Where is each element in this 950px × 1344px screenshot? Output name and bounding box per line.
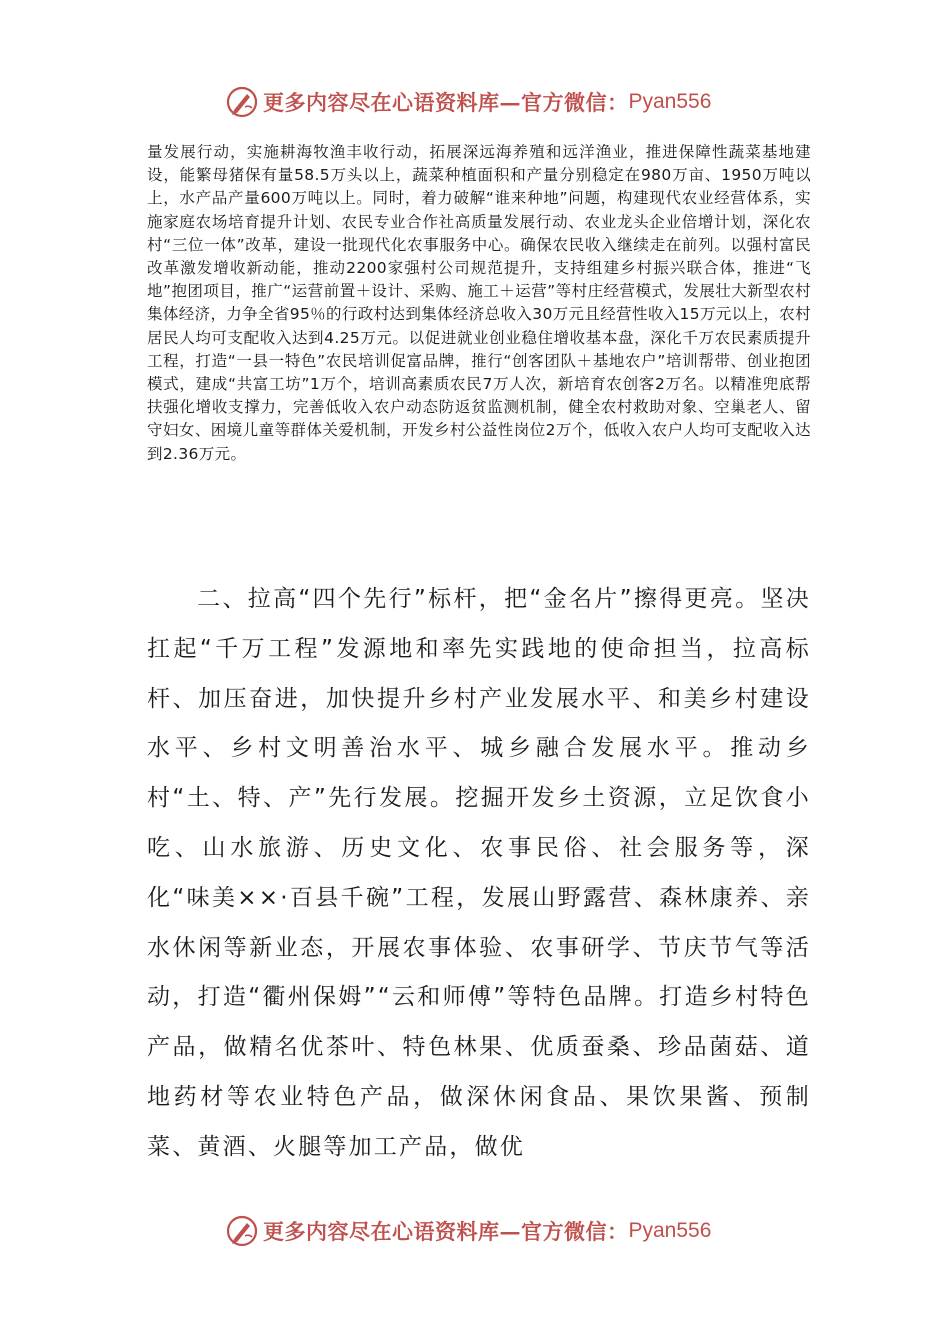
body-paragraph-large-text: 二、拉高“四个先行”标杆，把“金名片”擦得更亮。坚决扛起“千万工程”发源地和率先实践地的使命担当，拉高标杆、加压奋进，加快提升乡村产业发展水平、和美乡村建设水平、乡村文明善治水平、城乡融合发展水平。推动乡村“土、特、产”先行发展。挖掘开发乡土资源，立足饮食小吃、山水旅游、历史文化、农事民俗、社会服务等，深化“味美××·百县千碗”工程，发展山野露营、森林康养、亲水休闲等新业态，开展农事体验、农事研学、节庆节气等活动，打造“衢州保姆”“云和师傅”等特色品牌。打造乡村特色产品，做精名优茶叶、特色林果、优质蚕桑、珍品菌菇、道地药材等农业特色产品，做深休闲食品、果饮果酱、预制菜、黄酒、火腿等加工产品，做优 [147,586,811,1160]
header-banner [225,84,711,120]
header-wechat-id: Pyan556 [628,90,712,113]
body-paragraph-large [147,575,811,1173]
footer-wechat-id: Pyan556 [628,1219,712,1242]
footer-banner [225,1213,711,1249]
pen-seal-icon [225,85,259,119]
pen-seal-icon [225,1214,259,1248]
header-banner-text: 更多内容尽在心语资料库—官方微信： [263,90,629,115]
footer-banner-text: 更多内容尽在心语资料库—官方微信： [263,1219,629,1244]
body-paragraph-small: 量发展行动，实施耕海牧渔丰收行动，拓展深远海养殖和远洋渔业，推进保障性蔬菜基地建设，能繁母猪保有量58.5万头以上，蔬菜种植面积和产量分别稳定在980万亩、1950万吨以上，水产品产量600万吨以上。同时，着力破解“谁来种地”问题，构建现代农业经营体系，实施家庭农场培育提升计划、农民专业合作社高质量发展行动、农业龙头企业倍增计划，深化农村“三位一体”改革，建设一批现代化农事服务中心。确保农民收入继续走在前列。以强村富民改革激发增收新动能，推动2200家强村公司规范提升，支持组建乡村振兴联合体，推进“飞地”抱团项目，推广“运营前置＋设计、采购、施工＋运营”等村庄经营模式，发展壮大新型农村集体经济，力争全省95％的行政村达到集体经济总收入30万元且经营性收入15万元以上，农村居民人均可支配收入达到4.25万元。以促进就业创业稳住增收基本盘，深化千万农民素质提升工程，打造“一县一特色”农民培训促富品牌，推行“创客团队＋基地农户”培训帮带、创业抱团模式，建成“共富工坊”1万个，培训高素质农民7万人次，新培育农创客2万名。以精准兜底帮扶强化增收支撑力，完善低收入农户动态防返贫监测机制，健全农村救助对象、空巢老人、留守妇女、困境儿童等群体关爱机制，开发乡村公益性岗位2万个，低收入农户人均可支配收入达到2.36万元。 [147,143,811,463]
